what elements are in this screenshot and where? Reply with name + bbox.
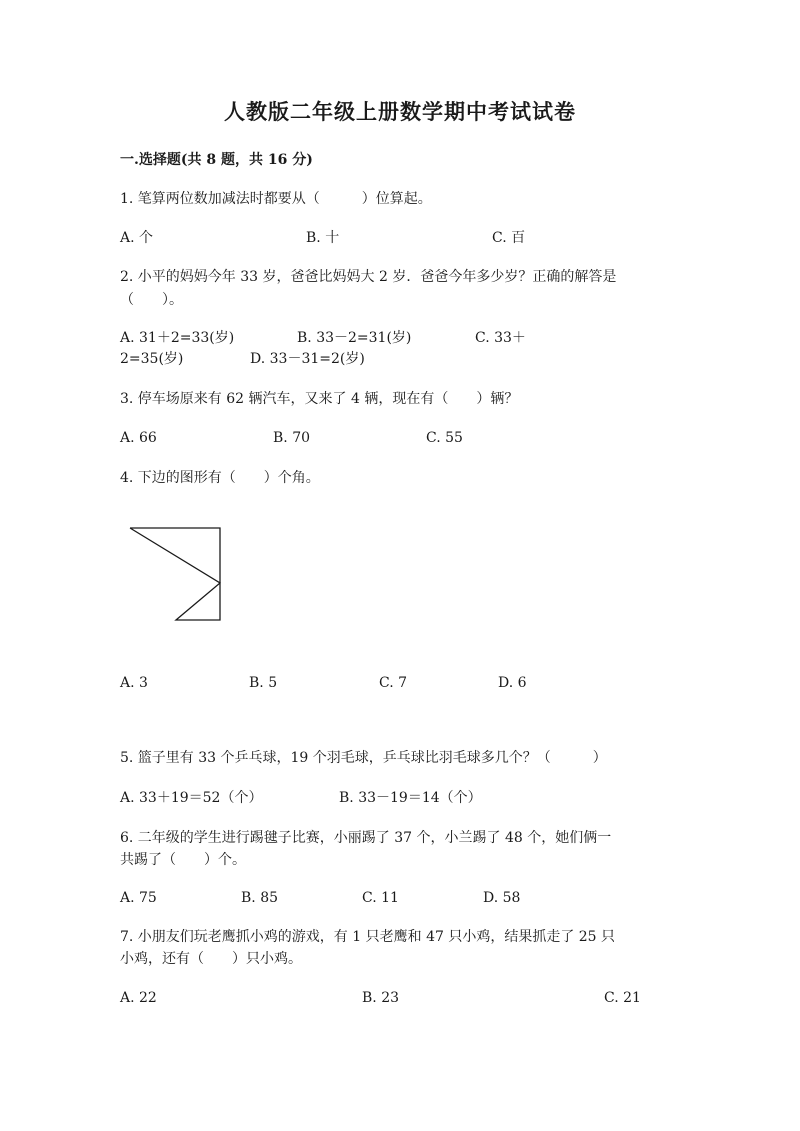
question-6-option-a: A. 75 <box>120 890 157 906</box>
question-7-option-b: B. 23 <box>362 990 400 1006</box>
question-4-option-a: A. 3 <box>120 675 148 691</box>
question-7-stem-line-2: 小鸡，还有（ ）只小鸡。 <box>120 951 302 967</box>
question-1-stem: 1. 笔算两位数加减法时都要从（ ）位算起。 <box>120 191 432 207</box>
question-6-stem-line-1: 6. 二年级的学生进行踢毽子比赛，小丽踢了 37 个，小兰踢了 48 个，她们俩一 <box>120 830 612 846</box>
question-5-option-b: B. 33－19＝14（个） <box>339 790 482 806</box>
question-2-option-c-continued: 2=35(岁) <box>120 351 184 367</box>
question-7-stem-line-1: 7. 小朋友们玩老鹰抓小鸡的游戏，有 1 只老鹰和 47 只小鸡，结果抓走了 25 只 <box>120 929 616 945</box>
question-7-option-a: A. 22 <box>120 990 157 1006</box>
question-3-option-b: B. 70 <box>273 430 311 446</box>
question-2-option-a: A. 31＋2=33(岁) <box>120 330 235 346</box>
page-title: 人教版二年级上册数学期中考试试卷 <box>224 99 576 124</box>
question-3-option-c: C. 55 <box>426 430 463 446</box>
question-2-stem-line-2: （ ）。 <box>120 292 183 308</box>
question-2-option-b: B. 33－2=31(岁) <box>297 330 412 346</box>
question-6-option-c: C. 11 <box>362 890 399 906</box>
question-1-option-b: B. 十 <box>306 230 340 246</box>
question-6-option-d: D. 58 <box>483 890 521 906</box>
question-5-option-a: A. 33＋19＝52（个） <box>120 790 263 806</box>
section-heading: 一.选择题(共 8 题，共 16 分) <box>120 152 313 168</box>
question-6-option-b: B. 85 <box>241 890 279 906</box>
question-4-option-d: D. 6 <box>498 675 527 691</box>
question-7-option-c: C. 21 <box>604 990 641 1006</box>
question-6-stem-line-2: 共踢了（ ）个。 <box>120 852 246 868</box>
question-5-stem: 5. 篮子里有 33 个乒乓球，19 个羽毛球，乒乓球比羽毛球多几个？（ ） <box>120 750 607 766</box>
question-1-option-c: C. 百 <box>492 230 526 246</box>
question-4-stem: 4. 下边的图形有（ ）个角。 <box>120 470 320 486</box>
question-2-option-c: C. 33＋ <box>475 330 526 346</box>
angle-figure <box>120 520 230 630</box>
question-4-option-b: B. 5 <box>249 675 278 691</box>
question-3-stem: 3. 停车场原来有 62 辆汽车，又来了 4 辆，现在有（ ）辆？ <box>120 391 519 407</box>
question-2-option-d: D. 33－31=2(岁) <box>250 351 365 367</box>
question-4-option-c: C. 7 <box>379 675 408 691</box>
question-3-option-a: A. 66 <box>120 430 157 446</box>
question-1-option-a: A. 个 <box>120 230 154 246</box>
question-2-stem-line-1: 2. 小平的妈妈今年 33 岁，爸爸比妈妈大 2 岁．爸爸今年多少岁？正确的解答是 <box>120 269 617 285</box>
